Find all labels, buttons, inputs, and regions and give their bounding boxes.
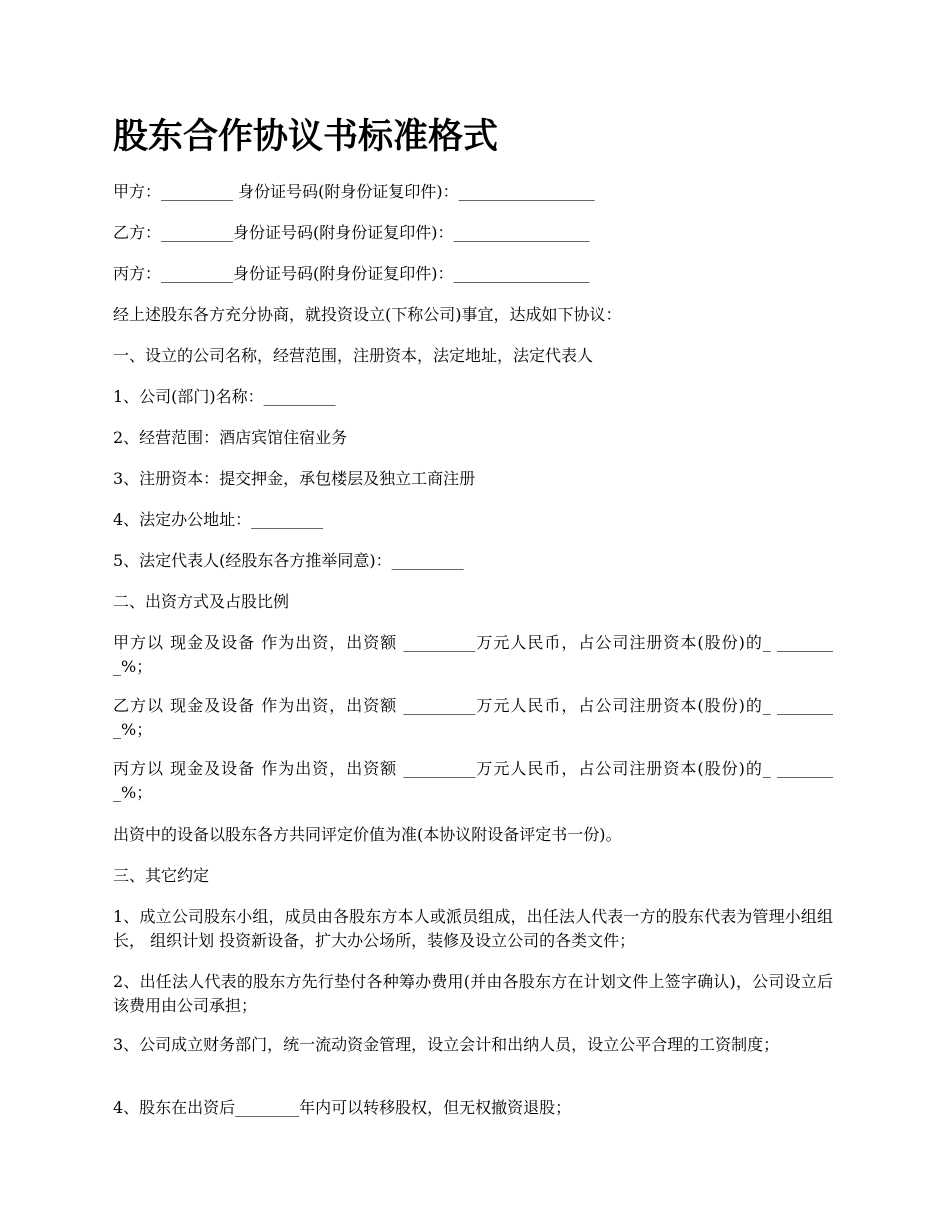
contribution-party-a: 甲方以 现金及设备 作为出资，出资额 _________万元人民币，占公司注册资本(股份)的_ ________%； <box>113 633 833 676</box>
section3-item-1: 1、成立公司股东小组，成员由各股东方本人或派员组成，出任法人代表一方的股东代表为管理小组组长， 组织计划 投资新设备，扩大办公场所，装修及设立公司的各类文件； <box>113 907 833 950</box>
section1-item-business-scope: 2、经营范围：酒店宾馆住宿业务 <box>113 428 348 447</box>
section1-item-legal-representative: 5、法定代表人(经股东各方推举同意)：_________ <box>113 551 464 570</box>
party-b-line: 乙方：_________身份证号码(附身份证复印件)：_________________ <box>113 223 590 242</box>
preamble: 经上述股东各方充分协商，就投资设立(下称公司)事宜，达成如下协议： <box>113 305 622 324</box>
contribution-party-b: 乙方以 现金及设备 作为出资，出资额 _________万元人民币，占公司注册资本(股份)的_ ________%； <box>113 696 833 739</box>
section3-item-2: 2、出任法人代表的股东方先行垫付各种筹办费用(并由各股东方在计划文件上签字确认)，公司设立后该费用由公司承担； <box>113 972 833 1015</box>
party-a-line: 甲方：_________ 身份证号码(附身份证复印件)：_________________ <box>113 182 595 201</box>
section3-heading: 三、其它约定 <box>113 866 210 885</box>
contribution-party-c: 丙方以 现金及设备 作为出资，出资额 _________万元人民币，占公司注册资本(股份)的_ ________%； <box>113 759 833 802</box>
contribution-note: 出资中的设备以股东各方共同评定价值为准(本协议附设备评定书一份)。 <box>113 825 622 844</box>
section3-item-3: 3、公司成立财务部门，统一流动资金管理，设立会计和出纳人员，设立公平合理的工资制度； <box>113 1035 780 1054</box>
section1-item-registered-capital: 3、注册资本：提交押金，承包楼层及独立工商注册 <box>113 469 476 488</box>
section1-item-office-address: 4、法定办公地址：_________ <box>113 510 324 529</box>
party-c-line: 丙方：_________身份证号码(附身份证复印件)：_________________ <box>113 264 590 283</box>
section2-heading: 二、出资方式及占股比例 <box>113 592 290 611</box>
section1-item-company-name: 1、公司(部门)名称：_________ <box>113 387 336 406</box>
section1-heading: 一、设立的公司名称，经营范围，注册资本，法定地址，法定代表人 <box>113 346 594 365</box>
section3-item-4: 4、股东在出资后________年内可以转移股权，但无权撤资退股； <box>113 1098 572 1117</box>
document-title: 股东合作协议书标准格式 <box>113 117 499 157</box>
